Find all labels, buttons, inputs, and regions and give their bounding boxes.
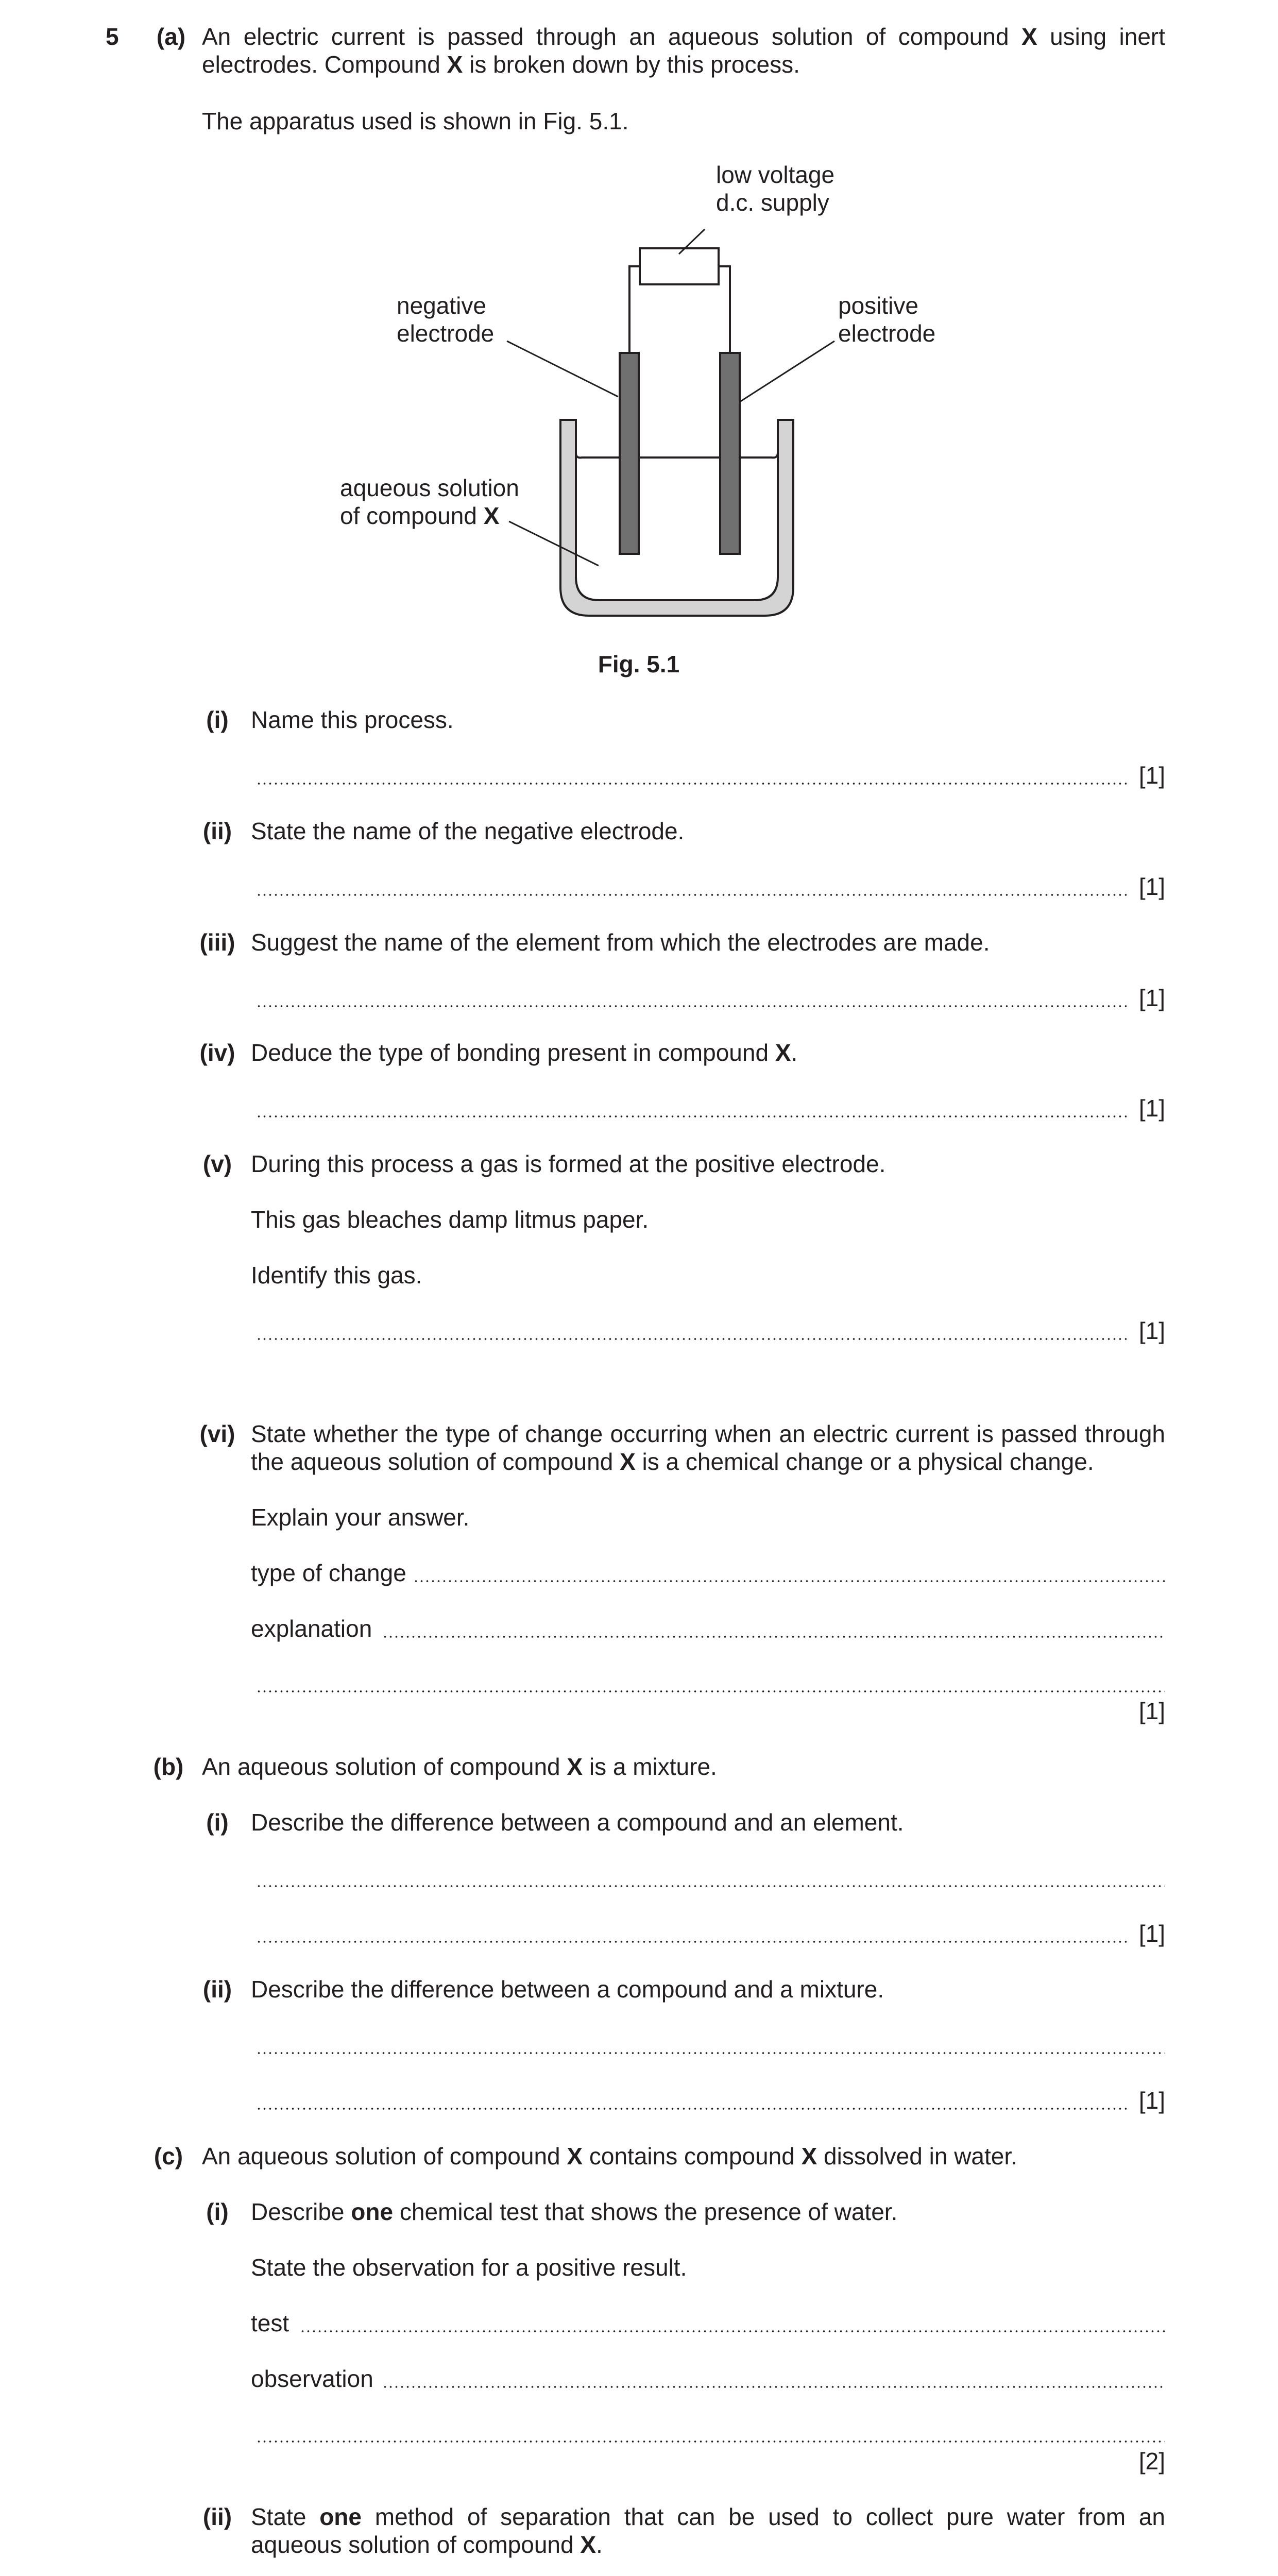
b-i-answer-line-2[interactable] bbox=[256, 1940, 1127, 1943]
a-vi-mark: [1] bbox=[1138, 1698, 1165, 1724]
a-v-answer-line[interactable] bbox=[256, 1337, 1127, 1341]
b-i-text: Describe the difference between a compound and an element. bbox=[251, 1809, 904, 1836]
b-ii-mark: [1] bbox=[1138, 2087, 1165, 2114]
a-iii-label: (iii) bbox=[199, 929, 235, 956]
apparatus-text: The apparatus used is shown in Fig. 5.1. bbox=[202, 108, 629, 134]
a-i-label: (i) bbox=[206, 706, 229, 733]
c-i-field-test-label: test bbox=[251, 2310, 289, 2336]
label-solution-line2: of compound X bbox=[340, 502, 500, 529]
label-supply-line1: low voltage bbox=[716, 161, 835, 188]
b-i-answer-line-1[interactable] bbox=[256, 1885, 1165, 1888]
a-v-text-3: Identify this gas. bbox=[251, 1262, 422, 1289]
a-iv-mark: [1] bbox=[1138, 1095, 1165, 1122]
label-positive-line1: positive bbox=[838, 292, 918, 319]
c-i-field-observation-label: observation bbox=[251, 2365, 373, 2392]
a-ii-mark: [1] bbox=[1138, 873, 1165, 900]
a-vi-type-answer-line[interactable] bbox=[413, 1580, 1165, 1583]
c-i-observation-answer-line[interactable] bbox=[382, 2385, 1165, 2388]
b-ii-answer-line-1[interactable] bbox=[256, 2052, 1165, 2055]
a-v-label: (v) bbox=[202, 1150, 232, 1177]
a-vi-explanation-answer-line-2[interactable] bbox=[256, 1690, 1165, 1693]
a-iv-label: (iv) bbox=[199, 1039, 235, 1066]
a-vi-text-1: State whether the type of change occurring when an electric current is passed through the aqueous solution of compound X is a chemical change or a physical change. bbox=[251, 1420, 1165, 1475]
solution-surface bbox=[576, 453, 620, 457]
a-vi-explanation-answer-line[interactable] bbox=[382, 1635, 1165, 1638]
a-ii-answer-line[interactable] bbox=[256, 893, 1127, 896]
c-i-text-2: State the observation for a positive result. bbox=[251, 2254, 687, 2281]
a-vi-field-explanation-label: explanation bbox=[251, 1615, 372, 1642]
a-iii-mark: [1] bbox=[1138, 985, 1165, 1011]
a-iii-text: Suggest the name of the element from which the electrodes are made. bbox=[251, 929, 990, 956]
a-v-text-2: This gas bleaches damp litmus paper. bbox=[251, 1206, 649, 1233]
part-a-intro bbox=[202, 23, 1165, 78]
positive-electrode bbox=[720, 353, 740, 554]
a-i-mark: [1] bbox=[1138, 762, 1165, 789]
wire-right bbox=[719, 266, 730, 353]
label-positive-line2: electrode bbox=[838, 320, 936, 347]
c-i-test-answer-line[interactable] bbox=[300, 2330, 1165, 2333]
part-c-text: An aqueous solution of compound X contains compound X dissolved in water. bbox=[202, 2143, 1017, 2170]
c-i-label: (i) bbox=[206, 2198, 229, 2225]
c-ii-text: State one method of separation that can be used to collect pure water from an aqueous solution of compound X. bbox=[251, 2503, 1165, 2558]
label-negative-line2: electrode bbox=[397, 320, 495, 347]
question-number: 5 bbox=[106, 23, 119, 50]
part-a-label: (a) bbox=[156, 23, 186, 50]
c-i-mark: [2] bbox=[1138, 2448, 1165, 2475]
b-ii-label: (ii) bbox=[202, 1976, 232, 2003]
a-i-text: Name this process. bbox=[251, 706, 454, 733]
label-solution-line1: aqueous solution bbox=[340, 474, 519, 501]
beaker bbox=[560, 420, 793, 616]
part-b-label: (b) bbox=[153, 1753, 184, 1780]
negative-electrode bbox=[620, 353, 639, 554]
part-b-text: An aqueous solution of compound X is a mixture. bbox=[202, 1753, 717, 1780]
figure-caption: Fig. 5.1 bbox=[598, 651, 680, 677]
a-iv-answer-line[interactable] bbox=[256, 1115, 1127, 1118]
a-vi-field-type-label: type of change bbox=[251, 1560, 406, 1586]
b-ii-answer-line-2[interactable] bbox=[256, 2107, 1127, 2110]
b-ii-text: Describe the difference between a compound and a mixture. bbox=[251, 1976, 884, 2003]
label-negative-line1: negative bbox=[397, 292, 486, 319]
a-ii-text: State the name of the negative electrode. bbox=[251, 818, 685, 844]
label-supply-line2: d.c. supply bbox=[716, 189, 829, 216]
c-ii-label: (ii) bbox=[202, 2503, 232, 2530]
part-a-intro-text: An electric current is passed through an aqueous solution of compound X using inert electrodes. Compound X is broken down by this process. bbox=[202, 23, 1165, 78]
a-v-mark: [1] bbox=[1138, 1317, 1165, 1344]
c-i-observation-answer-line-2[interactable] bbox=[256, 2440, 1165, 2443]
a-ii-label: (ii) bbox=[202, 818, 232, 844]
b-i-label: (i) bbox=[206, 1809, 229, 1836]
a-i-answer-line[interactable] bbox=[256, 782, 1127, 785]
electrolysis-apparatus-diagram bbox=[330, 149, 948, 634]
b-i-mark: [1] bbox=[1138, 1920, 1165, 1947]
a-vi-text-2: Explain your answer. bbox=[251, 1504, 470, 1531]
a-iii-answer-line[interactable] bbox=[256, 1005, 1127, 1008]
a-v-text-1: During this process a gas is formed at the positive electrode. bbox=[251, 1150, 886, 1177]
a-iv-text: Deduce the type of bonding present in compound X. bbox=[251, 1039, 798, 1066]
a-vi-label: (vi) bbox=[199, 1420, 235, 1447]
part-c-label: (c) bbox=[154, 2143, 183, 2170]
wire-left bbox=[629, 266, 640, 353]
c-i-text-1: Describe one chemical test that shows the presence of water. bbox=[251, 2198, 898, 2225]
